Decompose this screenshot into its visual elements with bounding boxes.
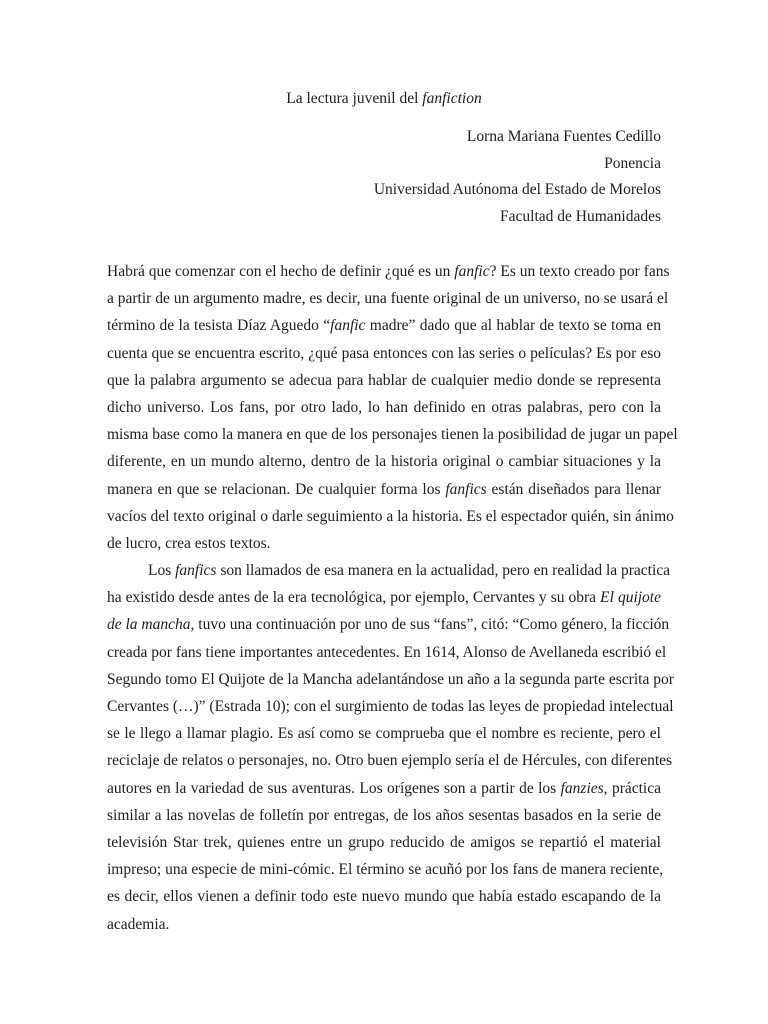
text-segment: Habrá que comenzar con el hecho de definir ¿qué es un bbox=[107, 263, 455, 280]
university-name: Universidad Autónoma del Estado de Morelos bbox=[373, 181, 661, 199]
text-segment: Cervantes (…)” (Estrada 10); con el surgimiento de todas las leyes de propiedad intelectual bbox=[107, 698, 674, 715]
paragraph bbox=[107, 258, 678, 557]
text-segment: misma base como la manera en que de los personajes tienen la posibilidad de jugar un papel bbox=[107, 426, 678, 444]
text-segment: se le llego a llamar plagio. Es así como se comprueba que el nombre es reciente, pero el bbox=[107, 725, 661, 743]
title-text: La lectura juvenil del bbox=[286, 90, 423, 107]
text-segment: academia. bbox=[107, 915, 170, 933]
italic-text: de la mancha, bbox=[107, 616, 195, 634]
text-line bbox=[107, 530, 661, 557]
text-segment: creada por fans tiene importantes antecedentes. En 1614, Alonso de Avellaneda escribió el bbox=[107, 643, 667, 661]
text-line bbox=[107, 285, 669, 312]
text-line bbox=[107, 747, 673, 774]
text-line bbox=[107, 503, 674, 530]
text-segment: autores en la variedad de sus aventuras. Los orígenes son a partir de los bbox=[107, 779, 561, 797]
text-segment: Los bbox=[148, 562, 176, 580]
text-segment: están diseñados para llenar bbox=[486, 480, 662, 498]
text-line bbox=[107, 856, 664, 883]
text-segment: ? Es un texto creado por fans bbox=[489, 263, 670, 280]
faculty-name: Facultad de Humanidades bbox=[500, 207, 661, 225]
text-line bbox=[107, 421, 678, 448]
text-line bbox=[107, 611, 670, 638]
text-line bbox=[107, 584, 661, 611]
italic-text: fanzies bbox=[560, 779, 604, 797]
text-segment: término de la tesista Díaz Aguedo “ bbox=[107, 317, 331, 335]
body-text bbox=[107, 258, 678, 938]
text-segment: que la palabra argumento se adecua para hablar de cualquier medio donde se representa bbox=[107, 371, 661, 389]
text-segment: reciclaje de relatos o personajes, no. Otro buen ejemplo sería el de Hércules, con diferentes bbox=[107, 752, 673, 770]
text-line bbox=[107, 666, 674, 693]
italic-text: El quijote bbox=[600, 589, 661, 607]
text-line bbox=[107, 367, 661, 394]
text-line bbox=[107, 394, 661, 421]
text-line bbox=[107, 911, 661, 938]
author-name: Lorna Mariana Fuentes Cedillo bbox=[466, 128, 661, 145]
text-segment: tuvo una continuación por uno de sus “fans”, citó: “Como género, la ficción bbox=[194, 616, 670, 634]
text-segment: impreso; una especie de mini-cómic. El término se acuñó por los fans de manera reciente, bbox=[107, 861, 664, 879]
italic-text: fanfic bbox=[330, 317, 366, 335]
author-block bbox=[374, 124, 661, 230]
text-line bbox=[107, 312, 661, 339]
text-line bbox=[107, 557, 671, 584]
text-segment: dicho universo. Los fans, por otro lado, lo han definido en otras palabras, pero con la bbox=[107, 398, 661, 416]
text-segment: televisión Star trek, quienes entre un grupo reducido de amigos se repartió el material bbox=[107, 833, 661, 851]
text-segment: diferente, en un mundo alterno, dentro de la historia original o cambiar situaciones y la bbox=[107, 453, 661, 471]
text-line bbox=[107, 720, 661, 747]
text-segment: manera en que se relacionan. De cualquier forma los bbox=[107, 480, 446, 498]
text-segment: a partir de un argumento madre, es decir, una fuente original de un universo, no se usará el bbox=[107, 290, 669, 308]
text-line bbox=[107, 883, 661, 910]
text-line bbox=[107, 693, 674, 720]
text-segment: ha existido desde antes de la era tecnológica, por ejemplo, Cervantes y su obra bbox=[107, 589, 601, 607]
italic-text: fanfic bbox=[454, 263, 490, 280]
text-segment: es decir, ellos vienen a definir todo este nuevo mundo que había estado escapando de la bbox=[107, 888, 661, 906]
text-line bbox=[107, 829, 661, 856]
text-line bbox=[107, 476, 661, 503]
text-segment: Segundo tomo El Quijote de la Mancha adelantándose un año a la segunda parte escrita por bbox=[107, 670, 674, 688]
text-segment: son llamados de esa manera en la actualidad, pero en realidad la practica bbox=[216, 562, 671, 580]
text-line bbox=[107, 639, 667, 666]
document-title bbox=[0, 88, 768, 110]
text-line bbox=[107, 802, 661, 829]
italic-text: fanfics bbox=[175, 562, 217, 580]
text-line bbox=[107, 340, 661, 367]
text-segment: de lucro, crea estos textos. bbox=[107, 534, 271, 552]
text-line bbox=[107, 448, 661, 475]
text-line bbox=[107, 775, 661, 802]
text-segment: similar a las novelas de folletín por entregas, de los años sesentas basados en la serie de bbox=[107, 806, 661, 824]
text-segment: cuenta que se encuentra escrito, ¿qué pasa entonces con las series o películas? Es por eso bbox=[107, 344, 661, 362]
text-line bbox=[107, 258, 670, 285]
title-emphasis: fanfiction bbox=[422, 90, 482, 107]
paragraph bbox=[107, 557, 674, 938]
italic-text: fanfics bbox=[445, 480, 487, 498]
document-type: Ponencia bbox=[604, 154, 661, 172]
text-segment: vacíos del texto original o darle seguimiento a la historia. Es el espectador quién, sin ánimo bbox=[107, 507, 674, 525]
text-segment: madre” dado que al hablar de texto se toma en bbox=[365, 317, 661, 335]
text-segment: , práctica bbox=[603, 779, 661, 797]
